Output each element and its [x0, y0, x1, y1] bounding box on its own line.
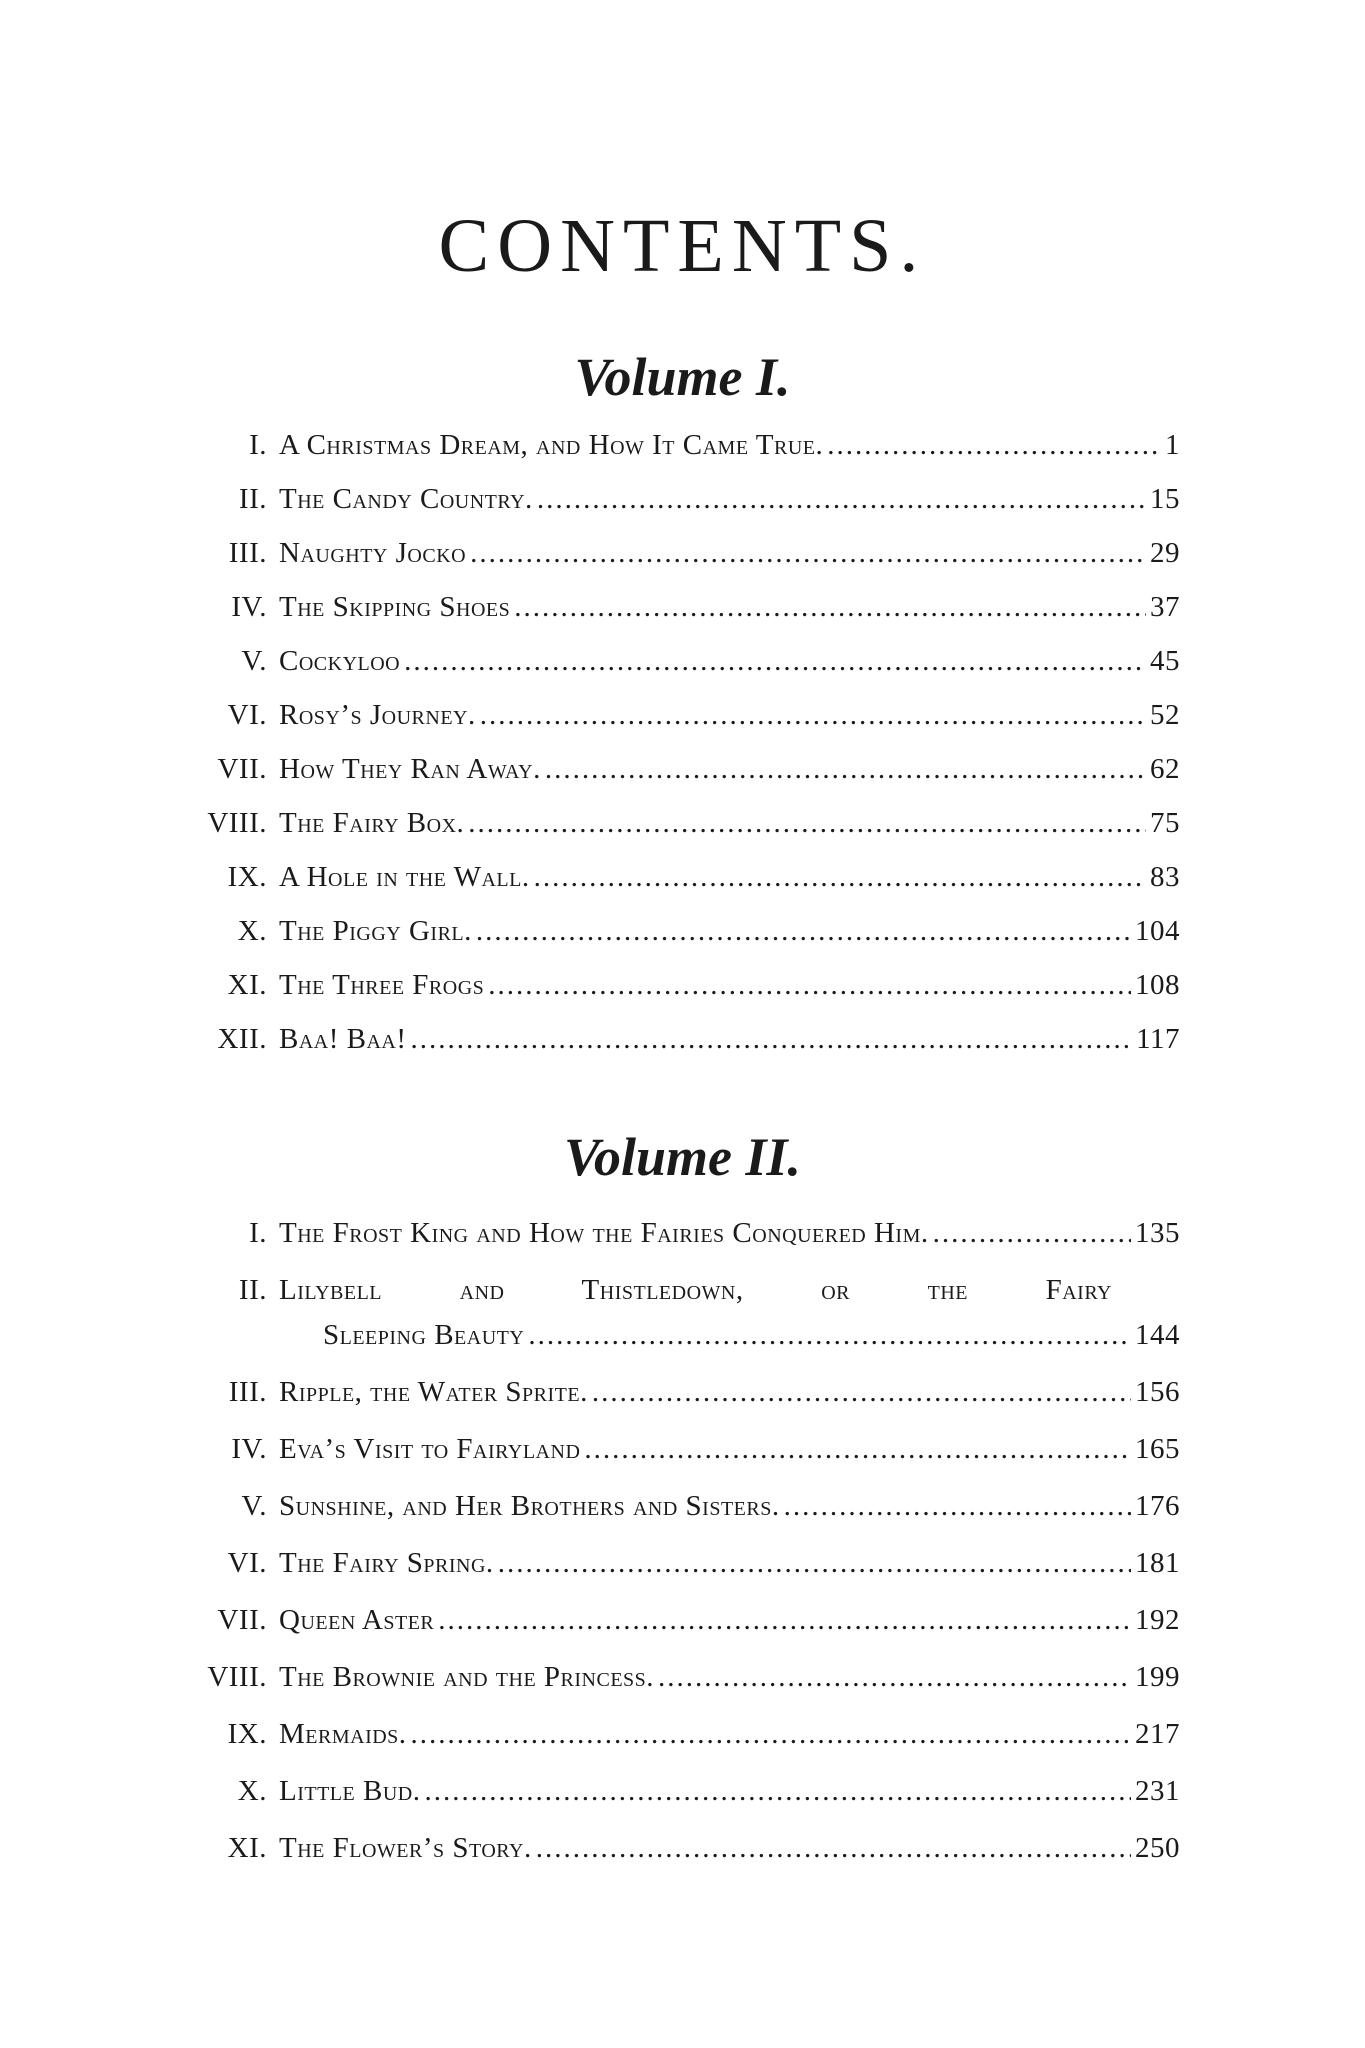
dot-leader: [498, 1535, 1131, 1592]
toc-entry[interactable]: [195, 580, 1180, 634]
dot-leader: [528, 1307, 1131, 1364]
chapter-numeral: III.: [228, 1376, 267, 1408]
toc-entry[interactable]: [195, 1592, 1180, 1649]
dot-leader: [933, 1205, 1131, 1262]
chapter-numeral: II.: [238, 1274, 267, 1306]
page-number: 83: [1150, 861, 1180, 893]
page-number: 135: [1135, 1217, 1180, 1249]
volume-1-toc: [195, 418, 1180, 1066]
page-number: 231: [1135, 1775, 1180, 1807]
chapter-title: Ripple, the Water Sprite.: [279, 1376, 588, 1408]
chapter-title: The Piggy Girl.: [279, 915, 472, 947]
toc-entry[interactable]: [195, 796, 1180, 850]
page-number: 217: [1135, 1718, 1180, 1750]
toc-entry[interactable]: [195, 1262, 1180, 1364]
chapter-title: Sunshine, and Her Brothers and Sisters.: [279, 1490, 780, 1522]
dot-leader: [537, 472, 1146, 526]
chapter-numeral: VI.: [227, 1547, 267, 1579]
chapter-title: Naughty Jocko: [279, 537, 467, 569]
chapter-title: Baa! Baa!: [279, 1023, 407, 1055]
page-number: 117: [1136, 1023, 1180, 1055]
chapter-title: How They Ran Away.: [279, 753, 541, 785]
chapter-numeral: IV.: [231, 591, 267, 623]
toc-entry[interactable]: [195, 1820, 1180, 1877]
page-number: 62: [1150, 753, 1180, 785]
dot-leader: [592, 1364, 1131, 1421]
page-number: 104: [1135, 915, 1180, 947]
toc-entry[interactable]: [195, 688, 1180, 742]
page-title: CONTENTS.: [438, 204, 927, 288]
toc-entry[interactable]: [195, 850, 1180, 904]
toc-entry[interactable]: [195, 1012, 1180, 1066]
chapter-numeral: VI.: [227, 699, 267, 731]
page-number: 108: [1135, 969, 1180, 1001]
chapter-title: Eva’s Visit to Fairyland: [279, 1433, 581, 1465]
dot-leader: [534, 850, 1146, 904]
chapter-title: The Skipping Shoes: [279, 591, 511, 623]
chapter-numeral: II.: [238, 483, 267, 515]
chapter-numeral: VII.: [217, 753, 267, 785]
page-number: 181: [1135, 1547, 1180, 1579]
toc-entry[interactable]: [195, 472, 1180, 526]
page-number: 52: [1150, 699, 1180, 731]
chapter-title: Little Bud.: [279, 1775, 421, 1807]
dot-leader: [827, 418, 1161, 472]
chapter-numeral: VIII.: [207, 807, 267, 839]
dot-leader: [470, 526, 1146, 580]
toc-entry[interactable]: [195, 526, 1180, 580]
dot-leader: [424, 1763, 1131, 1820]
toc-entry[interactable]: [195, 1649, 1180, 1706]
page-number: 192: [1135, 1604, 1180, 1636]
dot-leader: [480, 688, 1146, 742]
dot-leader: [514, 580, 1146, 634]
dot-leader: [404, 634, 1146, 688]
toc-entry[interactable]: [195, 1421, 1180, 1478]
page-number: 45: [1150, 645, 1180, 677]
chapter-numeral: V.: [241, 645, 267, 677]
page-number: 15: [1150, 483, 1180, 515]
page-number: 199: [1135, 1661, 1180, 1693]
toc-entry[interactable]: [195, 634, 1180, 688]
dot-leader: [476, 904, 1131, 958]
toc-entry[interactable]: [195, 1535, 1180, 1592]
chapter-title: The Three Frogs: [279, 969, 485, 1001]
chapter-title: Queen Aster: [279, 1604, 435, 1636]
dot-leader: [411, 1012, 1133, 1066]
chapter-numeral: XII.: [217, 1023, 267, 1055]
chapter-title-line-1: Lilybell and Thistledown, or the Fairy: [279, 1274, 1112, 1306]
chapter-numeral: VII.: [217, 1604, 267, 1636]
page-number: 37: [1150, 591, 1180, 623]
chapter-title: The Flower’s Story.: [279, 1832, 532, 1864]
page-number: 176: [1135, 1490, 1180, 1522]
toc-entry[interactable]: [195, 1364, 1180, 1421]
dot-leader: [658, 1649, 1131, 1706]
chapter-title: A Hole in the Wall.: [279, 861, 530, 893]
chapter-title: The Candy Country.: [279, 483, 533, 515]
dot-leader: [438, 1592, 1131, 1649]
dot-leader: [488, 958, 1131, 1012]
chapter-numeral: X.: [237, 1775, 267, 1807]
page-number: 156: [1135, 1376, 1180, 1408]
chapter-title: The Brownie and the Princess.: [279, 1661, 655, 1693]
volume-1-heading: Volume I.: [574, 347, 791, 407]
toc-entry[interactable]: [195, 958, 1180, 1012]
chapter-title: Mermaids.: [279, 1718, 407, 1750]
chapter-numeral: III.: [228, 537, 267, 569]
toc-entry[interactable]: [195, 1763, 1180, 1820]
toc-entry[interactable]: [195, 904, 1180, 958]
page-number: 165: [1135, 1433, 1180, 1465]
dot-leader: [784, 1478, 1131, 1535]
chapter-numeral: V.: [241, 1490, 267, 1522]
dot-leader: [536, 1820, 1131, 1877]
chapter-numeral: I.: [249, 429, 267, 461]
dot-leader: [468, 796, 1146, 850]
toc-entry[interactable]: [195, 1478, 1180, 1535]
page-number: 1: [1165, 429, 1180, 461]
chapter-title: The Fairy Spring.: [279, 1547, 494, 1579]
dot-leader: [545, 742, 1146, 796]
chapter-numeral: IV.: [231, 1433, 267, 1465]
toc-entry[interactable]: [195, 1205, 1180, 1262]
page-number: 144: [1135, 1319, 1180, 1351]
chapter-numeral: VIII.: [207, 1661, 267, 1693]
chapter-title-line-2: Sleeping Beauty: [323, 1319, 525, 1351]
volume-2-toc: [195, 1205, 1180, 1877]
chapter-title: The Frost King and How the Fairies Conquered Him.: [279, 1217, 929, 1249]
chapter-title: Rosy’s Journey.: [279, 699, 476, 731]
chapter-numeral: X.: [237, 915, 267, 947]
chapter-numeral: IX.: [227, 1718, 267, 1750]
page-number: 29: [1150, 537, 1180, 569]
chapter-numeral: IX.: [227, 861, 267, 893]
chapter-numeral: XI.: [227, 969, 267, 1001]
toc-entry[interactable]: [195, 742, 1180, 796]
toc-entry[interactable]: [195, 1706, 1180, 1763]
chapter-numeral: XI.: [227, 1832, 267, 1864]
chapter-title: The Fairy Box.: [279, 807, 465, 839]
chapter-numeral: I.: [249, 1217, 267, 1249]
dot-leader: [411, 1706, 1131, 1763]
toc-entry[interactable]: [195, 418, 1180, 472]
chapter-title: Cockyloo: [279, 645, 401, 677]
dot-leader: [584, 1421, 1131, 1478]
page-number: 250: [1135, 1832, 1180, 1864]
page-number: 75: [1150, 807, 1180, 839]
chapter-title: A Christmas Dream, and How It Came True.: [279, 429, 824, 461]
volume-2-heading: Volume II.: [563, 1127, 802, 1187]
